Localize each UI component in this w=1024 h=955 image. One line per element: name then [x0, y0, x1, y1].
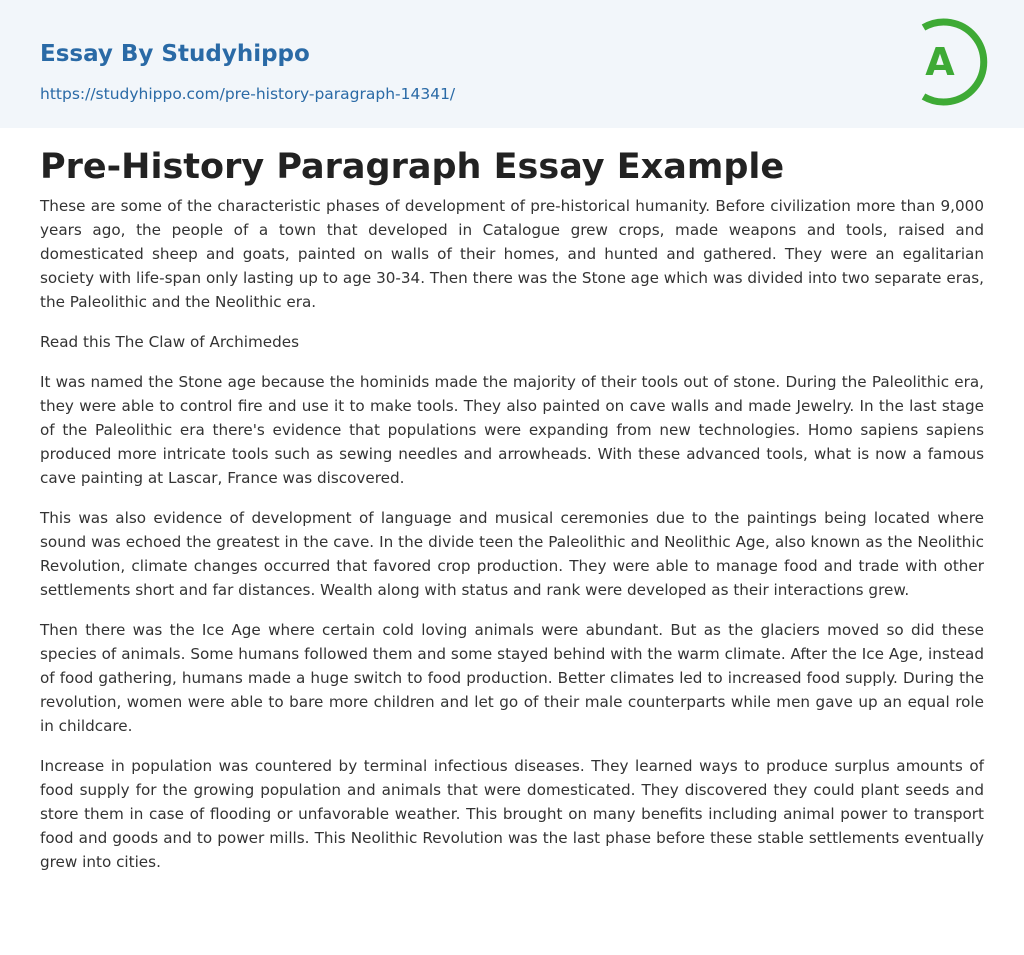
read-also-link[interactable]: Read this The Claw of Archimedes — [40, 333, 299, 351]
paragraph-intro: These are some of the characteristic phases of development of pre-historical humanity. Before civilization more than 9,000 years ago, the people of a town that developed in Catalogue grew crops, made weapons and tools, raised and domesticated sheep and goats, painted on walls of their homes, and hunted and gathered. They were an egalitarian society with life-span only lasting up to age 30-34. Then there was the Stone age which was divided into two separate eras, the Paleolithic and the Neolithic era. — [40, 197, 984, 311]
essay-body — [40, 194, 984, 890]
logo-letter: A — [925, 40, 955, 84]
site-brand[interactable]: Essay By Studyhippo — [40, 41, 310, 67]
essay-url-link[interactable]: https://studyhippo.com/pre-history-paragraph-14341/ — [40, 85, 456, 103]
studyhippo-logo-icon[interactable] — [898, 17, 988, 107]
paragraph-language: This was also evidence of development of language and musical ceremonies due to the paintings being located where sound was echoed the greatest in the cave. In the divide teen the Paleolithic and Neolithic Age, also known as the Neolithic Revolution, climate changes occurred that favored crop production. They were able to manage food and trade with other settlements short and far distances. Wealth along with status and rank were developed as their interactions grew. — [40, 509, 984, 599]
site-header — [0, 0, 1024, 128]
paragraph-population: Increase in population was countered by terminal infectious diseases. They learned ways to produce surplus amounts of food supply for the growing population and animals that were domesticated. They discovered they could plant seeds and store them in case of flooding or unfavorable weather. This brought on many benefits including animal power to transport food and goods and to power mills. This Neolithic Revolution was the last phase before these stable settlements eventually grew into cities. — [40, 757, 984, 871]
paragraph-stone-age: It was named the Stone age because the hominids made the majority of their tools out of stone. During the Paleolithic era, they were able to control fire and use it to make tools. They also painted on cave walls and made Jewelry. In the last stage of the Paleolithic era there's evidence that populations were expanding from new technologies. Homo sapiens sapiens produced more intricate tools such as sewing needles and arrowheads. With these advanced tools, what is now a famous cave painting at Lascar, France was discovered. — [40, 373, 984, 487]
paragraph-ice-age: Then there was the Ice Age where certain cold loving animals were abundant. But as the glaciers moved so did these species of animals. Some humans followed them and some stayed behind with the warm climate. After the Ice Age, instead of food gathering, humans made a huge switch to food production. Better climates led to increased food supply. During the revolution, women were able to bare more children and let go of their male counterparts while men gave up an equal role in childcare. — [40, 621, 984, 735]
page-title: Pre-History Paragraph Essay Example — [40, 147, 785, 187]
